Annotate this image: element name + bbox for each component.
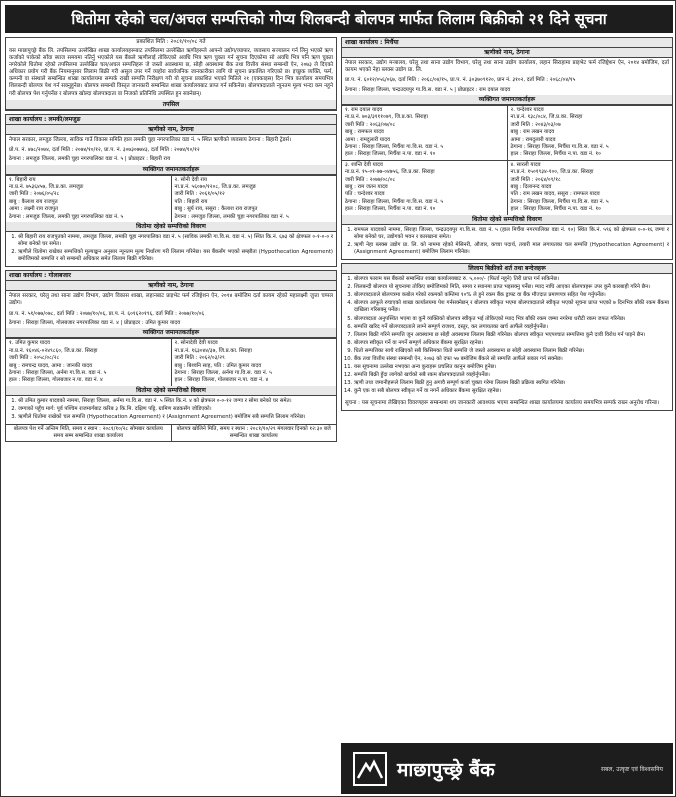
- property-section-title: धितोमा रहेको सम्पत्तिको विवरण: [342, 215, 672, 225]
- guarantor-line: हाल : सिराहा जिल्ला, मिर्चैया न.पा. वडा नं. १०: [510, 151, 601, 158]
- property-list: [6, 396, 336, 424]
- notice-title: धितोमा रहेको चल/अचल सम्पत्तिको गोप्य शिलबन्दी बोलपत्र मार्फत लिलाम बिक्रीको २१ दिने सूचना: [5, 5, 673, 33]
- property-item: 2. ऋणीले धितोमा राखेका सम्पत्तिको मूल्याङ्कन अनुसार न्यूनतम मूल्य निर्धारण गरी लिलाम गरिनेछ। यस बैंकसँग भएको सम्झौता (Hypothecation Agreement) बमोजिमको सम्पत्ति र सो सम्बन्धी अधिकार समेत लिलाम बिक्री गरिनेछ।: [18, 249, 333, 263]
- registration-text: प्रो.प. नं. ४७८/२०७४, दर्ता मिति : २०७४/१०/१२, प्रा.प. नं. ३०७३०७७४३, दर्ता मिति : २०७४/१०/१२: [9, 146, 200, 153]
- term-item: 13. ऋणी तथा जमानीहरूले लिलाम बिक्री हुनु अगावै सम्पूर्ण कर्जा चुक्ता गरेमा लिलाम बिक्री प्रक्रिया स्थगित गरिनेछ।: [354, 380, 669, 387]
- guarantor-line: हाल : सिराहा जिल्ला, मिर्चैया न.पा. वडा नं. १०: [345, 151, 436, 158]
- guarantor-1: [6, 339, 171, 385]
- property-section-title: धितोमा रहेको सम्पत्तिको विवरण: [6, 222, 336, 232]
- guarantor-line: हाल : सिराहा जिल्ला, गोलबजार न.पा. वडा नं. ४: [9, 377, 103, 384]
- term-item: 11. यस सूचनामा उल्लेख नभएका अन्य कुराहरू प्रचलित कानुन बमोजिम हुनेछ।: [354, 364, 669, 371]
- closing-note: सूचना : यस सूचनामा लेखिएका विवरणहरू सम्बन्धमा थप जानकारी आवश्यक भएमा सम्बन्धित शाखा कार्यालयमा कार्यालय समयभित्र सम्पर्क राख्न अनुरोध गरिन्छ।: [345, 400, 660, 407]
- borrower-section-title: ऋणीको नाम, ठेगाना: [6, 281, 336, 291]
- bank-logo-banner: [341, 743, 673, 794]
- guarantor-4: [507, 161, 673, 215]
- guarantor-line: ना.प्र.नं. १५०१९३४-१००, जि.प्र.का. सिराहा: [510, 169, 594, 176]
- guarantor-name: २. सोनी देवी राय: [174, 176, 207, 183]
- guarantor-line: बाबु : रामफल यादव: [345, 129, 384, 136]
- guarantor-line: ठेगाना : सिराहा जिल्ला, मिर्चैया गा.वि.स. वडा नं. ५: [345, 144, 444, 151]
- guarantor-line: हाल : सिराहा जिल्ला, मिर्चैया न.पा. वडा नं. १०: [510, 206, 601, 213]
- guarantor-line: बाबु : राम लखन यादव: [510, 129, 555, 136]
- branch-header: शाखा कार्यालय : गोलाबजार: [6, 271, 336, 281]
- guarantor-name: ४. सारली यादव: [510, 161, 541, 168]
- address-text: ठेगाना : सिराहा जिल्ला, गोलबजार नगरपालिका वडा नं. ४ | प्रोप्राइटर : उमित कुमार यादव: [9, 319, 181, 326]
- guarantor-line: जारी मिति : २०६४/०९/१८: [510, 176, 561, 183]
- guarantor-line: ना.प्र.नं. १५-०१-७७-०४७५६, जि.प्र.का. सिराहा: [345, 169, 435, 176]
- guarantor-name: २. चन्देश्वर यादव: [510, 107, 544, 113]
- term-item: 1. बोलपत्र फाराम यस बैंकको सम्बन्धित शाखा कार्यालयबाट रु. ५,०००/- (फिर्ता नहुने) तिरी प्राप्त गर्न सकिनेछ।: [354, 276, 669, 283]
- guarantor-1: [342, 106, 507, 160]
- bank-name: माछापुच्छ्रे बैंक: [397, 758, 495, 781]
- guarantor-line: जारी मिति : २०७७/०८/०८: [345, 176, 396, 183]
- term-item: 9. धितो सम्पत्तिका साथै राखिएको सबै किसिमका धितो सम्पत्ति जे जस्तो अवस्थामा छ सोही अवस्थामा लिलाम बिक्री गरिनेछ।: [354, 348, 669, 355]
- guarantor-line: आमा : रामदुलारी यादव: [510, 136, 556, 143]
- publish-date: प्रकाशित मिति : २०८१/१०/०८ गते: [136, 39, 206, 45]
- guarantor-name: १. बिहारी राय: [9, 176, 36, 183]
- guarantor-section-title: व्यक्तिगत जमानतकर्ताहरू: [6, 165, 336, 175]
- terms-box: [341, 263, 673, 411]
- guarantor-3: [342, 161, 507, 215]
- guarantor-line: आमा : लक्ष्मी राय राजपुत: [9, 206, 59, 213]
- guarantor-line: बाबु : राम जतन यादव: [345, 184, 388, 191]
- intro-box: [5, 37, 337, 111]
- guarantor-line: जारी मिति : २०६३/०७/०८: [345, 121, 396, 128]
- guarantor-name: १. राम दयाल यादव: [345, 107, 383, 113]
- bid-submission-deadline: बोलपत्र पेश गर्ने अन्तिम मिति, समय र स्थान : २०८१/१०/२८ सोमबार कार्यालय समय सम्म सम्बन्धित शाखा कार्यालय: [13, 426, 163, 440]
- guarantor-line: जारी मिति : २०६२/०३/२९: [174, 355, 225, 362]
- term-item: 10. बैंक तथा वित्तीय संस्था सम्बन्धी ऐन, २०७३ को दफा ५७ बमोजिम बैंकले सो सम्पत्ति आफैंले सकार गर्न सक्नेछ।: [354, 356, 669, 363]
- term-item: 7. लिलाम बिक्री गरिने सम्पत्ति जुन अवस्थामा छ सोही अवस्थामा लिलाम बिक्री गरिनेछ। बोलपत्र स्वीकृत भएपश्चात सम्पत्तिमा कुनै दावी विरोध गर्न पाइने छैन।: [354, 332, 669, 339]
- guarantor-line: आमा : रामदुलारी यादव: [345, 136, 391, 143]
- guarantor-line: ना.प्र.नं. १६३०४४/३७, जि.प्र.का. सिराहा: [174, 347, 252, 354]
- intro-text: यस माछापुच्छ्रे बैंक लि. तपसिलमा उल्लेखित शाखा कार्यालयहरूबाट तपसिलमा उल्लेखित ऋणीहरूले आफ्नो उद्योग/व्यापार, व्यवसाय सञ्चालन गर्न लिनु भएको ऋण कर्जाको पाकेको साँवा ब्याज समयमा नतिर्नु भएकोले यस बैंकले ऋणीलाई तोकिएको अवधि भित्र ऋण चुक्ता गर्न सूचना दिएकोमा सो अवधि भित्र पनि ऋण चुक्ता नगरेकोले धितोमा रहेको तपसिलमा उल्लेखित चल/अचल सम्पत्तिहरू जे जस्तो अवस्थामा छ, सोही अवस्थामा बैंक तथा वित्तीय संस्था सम्बन्धी ऐन, २०७३ ले दिएको अधिकार प्रयोग गरी बैंक नियमानुसार लिलाम बिक्री गरी असुल उपर गर्ने व्यहोरा सार्वजनिक जानकारीका लागि यो सूचना प्रकाशित गरिएको छ। इच्छुक व्यक्ति, फर्म, कम्पनी वा संस्थाले सम्बन्धित शाखा कार्यालयमा सम्पर्क राखी सम्पत्ति निरीक्षण गरी यो सूचना प्रकाशित भएको मितिले २१ (एक्काइस) दिन भित्र कार्यालय समयभित्र शिलबन्दी बोलपत्र पेश गर्न सक्नुहुनेछ। बोलपत्र सम्बन्धी विस्तृत जानकारी सम्बन्धित शाखा कार्यालयबाट प्राप्त गर्न सकिनेछ। बोलपत्रदाताले न्यूनतम मूल्य भन्दा कम नहुने गरी बोलपत्र पेश गर्नुपर्नेछ र बोलपत्र खोल्दा बोलपत्रदाता वा निजको प्रतिनिधि उपस्थित हुन सक्नेछन्।: [9, 48, 333, 97]
- guarantor-line: ना.प्र.नं. ५६०७०/१२०८, जि.प्र.का. लमजुङ: [174, 183, 256, 190]
- bid-dates: [6, 424, 336, 441]
- bid-opening-date: बोलपत्र खोलिने मिति, समय र स्थान : २०८१/१०/२९ मंगलवार दिनको १२:३० बजे सम्बन्धित शाखा कार्यालय: [171, 425, 337, 441]
- term-item: 14. कुनै एक वा सबै बोलपत्र स्वीकृत गर्ने वा नगर्ने अधिकार बैंकमा सुरक्षित रहनेछ।: [354, 388, 669, 395]
- guarantor-line: हाल : सिराहा जिल्ला, गोलबजार न.पा. वडा नं. ४: [174, 377, 269, 384]
- term-item: 8. बोलपत्र स्वीकृत गर्ने वा नगर्ने सम्पूर्ण अधिकार बैंकमा सुरक्षित रहनेछ।: [354, 340, 669, 347]
- branch-lamki: [5, 114, 337, 268]
- guarantor-name: ३. शान्ति देवी यादव: [345, 161, 383, 168]
- guarantor-line: ठेगाना : सिराहा जिल्ला, मिर्चैया गा.वि.स. वडा नं. ५: [345, 198, 444, 205]
- property-item: 3. ऋणीले धितोमा राखेको चल सम्पत्ति (Hypothecation Agreement) र (Assignment Agreement) बमोजिम सबै सम्पत्ति लिलाम गरिनेछ।: [18, 414, 333, 421]
- guarantor-name: २. सोनादेवी देवी यादव: [174, 340, 218, 347]
- guarantor-2: [171, 339, 337, 385]
- mountain-logo-icon: [353, 752, 387, 786]
- terms-title: लिलाम बिक्रीको शर्त तथा बन्देजहरू: [342, 264, 672, 274]
- guarantor-line: ना.प्र.नं. १६०४६-०२४९८६०, जि.प्र.का. सिराहा: [9, 347, 98, 354]
- address-text: ठेगाना : सिराहा जिल्ला, चन्द्रउदयपुर गा.वि.स. वडा नं. ५ | प्रोप्राइटर : राम दयाल यादव: [345, 86, 511, 93]
- guarantor-section-title: व्यक्तिगत जमानतकर्ताहरू: [6, 328, 336, 338]
- term-item: 5. बोलपत्रदाता अनुपस्थित भएमा वा कुनै व्यक्तिको बोलपत्र स्वीकृत भई तोकिएको म्याद भित्र बाँकी रकम जम्मा नगरेमा धरौटी रकम जफत गरिनेछ।: [354, 316, 669, 323]
- property-list: [6, 232, 336, 266]
- guarantor-line: बाबु : रामचन्द्र यादव, आमा : जानकी यादव: [9, 362, 93, 369]
- term-item: 12. सम्पत्ति बिक्री हुँदा लागेको खर्चको सबै रकम बोलपत्रदाताले व्यहोर्नुपर्नेछ।: [354, 372, 669, 379]
- guarantor-line: ठेगाना : लमजुङ जिल्ला, लमकी चुहा नगरपालिका वडा नं. ५: [9, 213, 124, 220]
- registration-text: प्रा.प. नं. ६०१२/०५६/०६७, दर्ता मिति : २०६८/०४/१५, प्रा.प. नं. ३०३७०९१२०, प्रान नं. ३१०२, दर्ता मिति : २०६८/०४/१५: [345, 77, 576, 84]
- guarantor-grid: [342, 160, 672, 215]
- guarantor-line: ठेगाना : लमजुङ जिल्ला, लमकी चुहा नगरपालिका वडा नं. ५: [174, 213, 289, 220]
- property-item: 2. जग्गाको पहुँच मार्ग: पूर्व पश्चिम राजमार्गबाट करिब ३ कि.मि. दक्षिण पट्टि, ग्रामिण सडकसँग जोडिएको।: [18, 406, 333, 413]
- borrower-text: नेपाल सरकार, घरेलु तथा साना उद्योग विभाग, उद्योग विकास शाखा, लहानबाट प्राइभेट फर्म रजिष्ट्रेशन ऐन, २०१४ बमोजिम दर्ता कायम रहेको महालक्ष्मी जुत्ता चप्पल उद्योग।: [9, 293, 333, 307]
- guarantor-2: [171, 176, 337, 222]
- borrower-section-title: ऋणीको नाम, ठेगाना: [6, 125, 336, 135]
- term-item: 2. शिलबन्दी बोलपत्र यो सूचनामा तोकिए बमोजिमको मिति, समय र स्थानमा प्राप्त भइसक्नु पर्नेछ। म्याद नाघि आएका बोलपत्रहरू उपर कुनै कारबाही गरिने छैन।: [354, 284, 669, 291]
- term-item: 6. सम्पत्ति खरिद गर्ने बोलपत्रदाताले लाग्ने सम्पूर्ण राजश्व, दस्तुर, कर लगायतका खर्च आफैंले व्यहोर्नुपर्नेछ।: [354, 324, 669, 331]
- right-column: [341, 37, 673, 739]
- guarantor-line: बाबु : कैलाश राय राजपुत: [9, 198, 58, 205]
- guarantor-line: ना.प्र.नं. ७५३६४५७, जि.प्र.का. लमजुङ: [9, 183, 84, 190]
- term-item: 4. बोलपत्र आफूले रुचाएको शाखा कार्यालयमा पेश गर्नसक्नेछन् र बोलपत्र स्वीकृत भएमा बोलपत्रदाताले स्वीकृत भएको सूचना प्राप्त भएको ७ दिनभित्र बाँकी रकम बैंकमा दाखिला गरिसक्नु पर्नेछ।: [354, 300, 669, 314]
- property-item: 1. श्री उमित कुमार यादवको नाममा, सिराहा जिल्ला, अर्नमा गा.वि.स. वडा नं. ५ स्थित कि.नं. ४ को क्षेत्रफल ०-०-१२ जग्गा र सोमा बनेको घर समेत।: [18, 398, 333, 405]
- guarantor-grid: [342, 105, 672, 160]
- guarantor-name: १. उमित कुमार यादव: [9, 340, 50, 347]
- guarantor-line: पति : बिहारी राय: [174, 198, 208, 205]
- guarantor-1: [6, 176, 171, 222]
- bank-tagline: सबल, उत्कृष्ट एवं विश्वसनिय: [600, 765, 663, 773]
- guarantor-grid: [6, 338, 336, 385]
- branch-golabazar: [5, 270, 337, 442]
- property-list: [342, 225, 672, 259]
- branch-header: शाखा कार्यालय : लमकी/लमजुङ: [6, 115, 336, 125]
- guarantor-line: बाबु : बिश्वनि साह, पति : उमित कुमार यादव: [174, 362, 262, 369]
- guarantor-line: ठेगाना : सिराहा जिल्ला, मिर्चैया गा.वि.स. वडा नं. ५: [510, 144, 609, 151]
- guarantor-line: जारी मिति : २०७६/०५/२८: [9, 191, 60, 198]
- term-item: 3. बोलपत्रदाताले बोलपत्रमा कबोल गरेको रकमको कम्तिमा १०% ले हुने रकम बैंक ड्राफ्ट वा बैंक मौज्दात प्रमाणपत्र सहित पेश गर्नुपर्नेछ।: [354, 292, 669, 299]
- guarantor-line: ना.प्र.नं. १३८/०८४, जि.प्र.का. सिराहा: [510, 114, 583, 121]
- guarantor-line: पति : राम लखन यादव, ससुरा : रामफल यादव: [510, 191, 600, 198]
- property-section-title: धितोमा रहेको सम्पत्तिको विवरण: [6, 386, 336, 396]
- terms-list: [342, 274, 672, 398]
- property-item: 2. ऋणी नेहा ब्लक्स उद्योग प्रा. लि. को नाममा रहेको मेसिनरी, औजार, कच्चा पदार्थ, तयारी माल लगायतका चल सम्पत्ति (Hypothecation Agreement) र (Assignment Agreement) बमोजिम लिलाम गरिनेछ।: [354, 242, 669, 256]
- guarantor-line: ठेगाना : सिराहा जिल्ला, अर्नमा गा.वि.स. वडा नं. ५: [174, 370, 272, 376]
- borrower-section-title: ऋणीको नाम, ठेगाना: [342, 48, 672, 58]
- guarantor-line: बाबु : सुर्य राय, ससुरा : कैलाश राय राजपुत: [174, 206, 258, 213]
- branch-header: शाखा कार्यालय : मिर्चैया: [342, 38, 672, 48]
- branch-mirchaiya: [341, 37, 673, 260]
- property-item: 1. रामफल यादवको नाममा, सिराहा जिल्ला, चन्द्रउदयपुर गा.वि.स. वडा नं. ५ (हाल मिर्चैया नगरपालिका वडा नं. १०) स्थित कि.नं. ५९६ को क्षेत्रफल ०-०-१६ जग्गा र सोमा बनेको घर, उद्योगको भवन र कारखाना समेत।: [354, 227, 669, 241]
- tapsil-label: तपसिल: [6, 100, 336, 110]
- guarantor-line: ठेगाना : सिराहा जिल्ला, अर्नमा गा.वि.स. वडा नं. ५: [9, 370, 107, 376]
- guarantor-section-title: व्यक्तिगत जमानतकर्ताहरू: [342, 95, 672, 105]
- guarantor-line: पति : चन्देश्वर यादव: [345, 191, 385, 198]
- registration-text: प्रा.प. नं. ५१/०७७/०७८, दर्ता मिति : २०७७/१०/०६, प्रा.प. नं. ६०१६२०१९६, दर्ता मिति : २०७७/१०/०६: [9, 310, 205, 317]
- guarantor-line: हाल : सिराहा जिल्ला, मिर्चैया न.पा. वडा नं. १०: [345, 206, 436, 213]
- guarantor-line: जारी मिति : २०६१/०५/१२: [174, 191, 225, 198]
- guarantor-line: बाबु : दिलानन्द यादव: [510, 184, 552, 191]
- guarantor-line: जारी मिति : २०४३/०३/०७: [510, 121, 561, 128]
- property-item: 1. श्री बिहारी राय राजपुतको नाममा, लमजुङ जिल्ला, लमकी चुहा नगरपालिका वडा नं. ५ (साविक लमकी गा.वि.स. वडा नं. ५) स्थित कि.नं. ६७३ को क्षेत्रफल ०-१-०-० र सोमा बनेको घर समेत।: [18, 234, 333, 248]
- left-column: [5, 37, 337, 794]
- guarantor-line: ठेगाना : सिराहा जिल्ला, मिर्चैया गा.वि.स. वडा नं. ५: [510, 198, 609, 205]
- guarantor-grid: [6, 175, 336, 222]
- borrower-text: नेपाल सरकार, उद्योग मन्त्रालय, घरेलु तथा साना उद्योग विभाग, घरेलु तथा साना उद्योग कार्यालय, लहान सिराहामा प्राइभेट फर्म रजिष्ट्रेशन ऐन, २०१४ बमोजिम, दर्ता कायम भएको नेहा ब्लक्स उद्योग प्रा. लि.: [345, 60, 669, 74]
- guarantor-line: जारी मिति : २०५८/०८/२८: [9, 355, 60, 362]
- borrower-text: नेपाल सरकार, लम्जुङ जिल्ला, साविक गाउँ विकास समिति हाल लमकी चुहा नगरपालिका वडा नं. ५ स्थित ऋणीको व्यवसाय ठेगाना : बिहारी ट्रेडर्स।: [9, 136, 292, 143]
- address-text: ठेगाना : लमजुङ जिल्ला, लमकी चुहा नगरपालिका वडा नं. ५ | प्रोप्राइटर : बिहारी राय: [9, 156, 171, 163]
- guarantor-line: ना.प्र.नं. ७०३/३१११०७९, जि.प्र.का. सिराहा: [345, 114, 428, 121]
- guarantor-2: [507, 106, 673, 160]
